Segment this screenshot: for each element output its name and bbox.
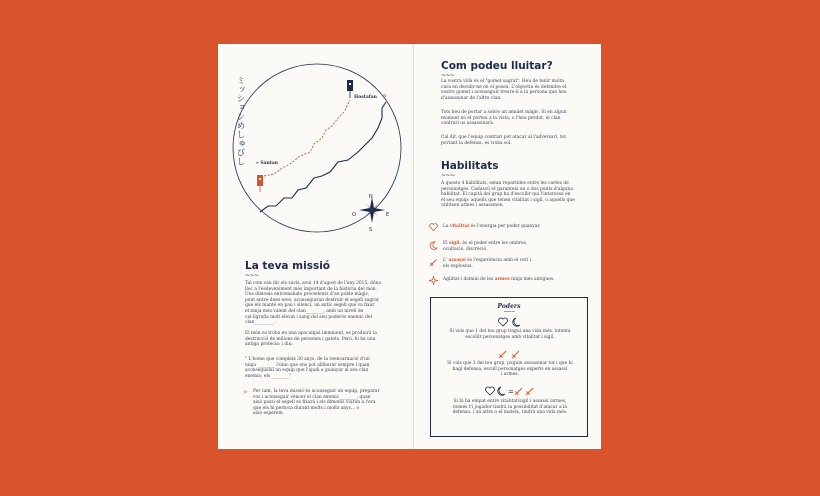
mission-chevron-icon: » [243, 388, 248, 396]
compass-rose [359, 197, 385, 223]
dagger-icon [515, 388, 522, 395]
mission-title-ornament: ~~~ [245, 272, 259, 279]
mission-title: La teva missió [245, 260, 331, 272]
moon-icon [498, 387, 505, 395]
powers-icons-2 [498, 349, 522, 359]
skill-item-weapons: Agilitat i domini de les armes ninja més antigues. [443, 277, 555, 282]
compass-o: O [352, 212, 356, 218]
powers-paragraph-2: Si vols que 3 del teu grup, puguin assassinar tot i que hi hagi defensa, escull personatges experts en assassí i armes. [447, 361, 573, 378]
powers-paragraph-3: Si hi ha empat entre vitalitat/sigil i assassí /armes, només t'i jugador tindrà la possibilitat d'atacar a la defensa, i un altre o el mateix, tindrà una vida més. [452, 399, 568, 416]
map-circle [233, 64, 401, 232]
shuriken-icon [429, 276, 438, 285]
svg-text:=: = [508, 388, 514, 396]
start-label: » Santan [256, 161, 279, 166]
powers-icons-3 [485, 386, 535, 396]
destination-marker [347, 80, 353, 98]
compass-e: E [386, 212, 390, 218]
right-page [413, 44, 601, 449]
fight-title: Com podeu lluitar? [441, 60, 553, 72]
dagger-icon [499, 351, 506, 358]
skills-title-ornament: ~~~ [441, 172, 455, 179]
fight-paragraph-3: Cal dir, que l'equip contrari pot atacar al l'adversari, tot portant la defensa, es troba sol. [441, 135, 566, 146]
skill-item-assassin: L' assassí és l'experiència amb el verí i els explosius. [443, 258, 532, 269]
mission-prophecy: " L'home que compleix 30 anys, de la reencarnació d'un ninja ________ l'únic que ens pot alliberar sempre i quan aconsegueixi un equip que l'ajudi a guanyar al seu clan enemic: els ________" [245, 357, 370, 379]
start-marker [257, 175, 263, 192]
mission-paragraph-4: Per tant, la teva missió és aconseguir un equip, preparar vos i aconseguir vèncer el clan enemic________, quan això passi el segell es fixarà i els dimonis viuran a l'era que els hi pertoca durant molts i molts anys... o això esperem. [253, 389, 380, 417]
powers-icons-1 [498, 317, 522, 327]
powers-box [430, 297, 588, 437]
mission-paragraph-2: El món es troba en una apocalipsi imminent, es produirà la destrucció de milions de persones i gatets. Però, hi ha una antiga profecia: i diu: [245, 331, 377, 348]
dagger-icon [512, 351, 519, 358]
mission-paragraph-1: Tal com van dir els savis, avui 14 d'agost de l'any 2015, dóna lloc a l'esdeveniment més important de la història del món. Uns dimonis entremaliats procedents d'un poble màgic, pont entre dues eres, aconseguiran destruir el segell sagrat que els manté en pau i silenci, un antic segell que va fixar el ninja més valent del clan________; amb un nivell de cal·ligrafia molt elevat i sang del seu poderós enemic del clan_________. [245, 281, 381, 326]
heart-icon [499, 318, 508, 326]
skills-intro: A quests 4 habilitats, estan repartides entre les cartes de personatges. Cadascú et garanteix un o dos punts d'alguna habilitat. El capità del grup ha d'escollir qui l'interessa en el seu equip: aquells que tenen vitalitat i sigil, o aquells que utilitzen armes i assassinen. [441, 181, 575, 209]
dagger-icon [526, 388, 533, 395]
skill-item-stealth: El sigil, és el poder entre les ombres, ocultació, discreció. [443, 241, 528, 252]
fight-paragraph-1: La vostra vida és el "gomet sagrat". Heu de tenir molta cura en decidir-ne on el poseu. L'objectiu és defendre el vostre gomet i aconseguir treure-li a la persona que heu d'assassinar de l'altre clan. [441, 79, 567, 101]
fight-title-ornament: ~~~ [441, 72, 455, 79]
river-line [260, 102, 386, 212]
compass-s: S [369, 227, 373, 233]
left-page [218, 44, 411, 449]
powers-paragraph-1: Si vols que 1 del teu grup tingui una vida més, intenta escollir personatges amb vitalitat i sigil. [449, 329, 571, 340]
svg-text:«: « [382, 91, 387, 100]
fight-paragraph-2: Tots heu de portar a sobre un amulet màgic. Si en algun moment no el porteu a la vista, o l'heu perdut, el clan contrari us assassinarà. [441, 110, 567, 127]
skill-item-vitality: La vitalitat és l'energia per poder guanyar. [443, 224, 541, 229]
map-illustration [226, 58, 408, 238]
moon-icon [429, 241, 438, 250]
dagger-icon [429, 258, 438, 267]
skills-title: Habilitats [441, 160, 499, 172]
moon-icon [513, 318, 520, 326]
compass-n: N [369, 194, 373, 200]
powers-title: Poders [497, 303, 521, 310]
powers-title-ornament: ~~~ [503, 309, 515, 315]
heart-icon [486, 387, 495, 395]
heart-icon [429, 223, 438, 231]
map-vertical-title: ミッションめしゅびし [235, 76, 245, 166]
destination-label: Hostafan [354, 95, 377, 100]
